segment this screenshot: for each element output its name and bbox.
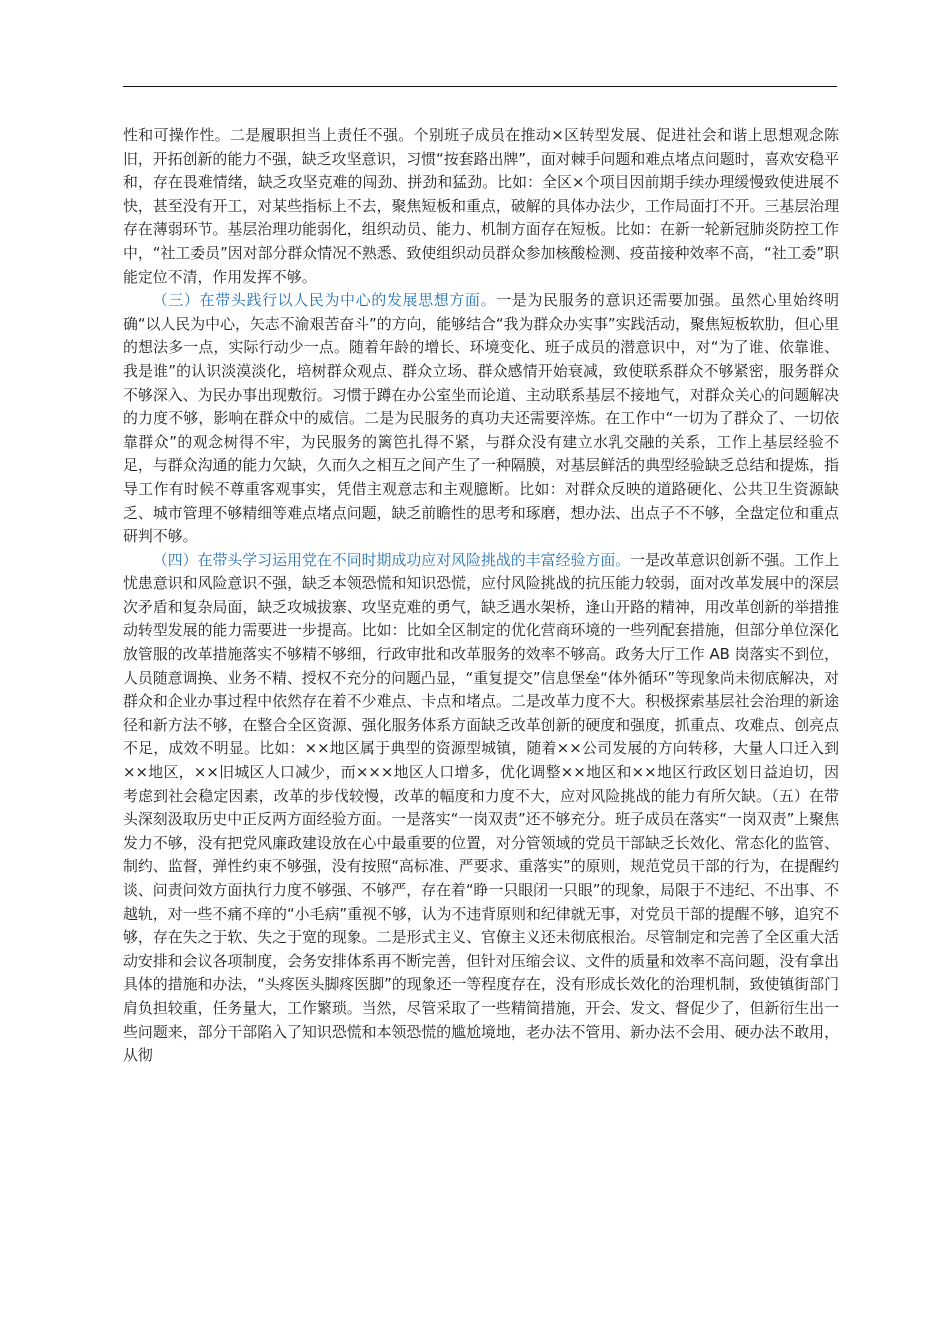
section-heading-3: （三）在带头践行以人民为中心的发展思想方面。 bbox=[152, 291, 497, 310]
section-heading-4: （四）在带头学习运用党在不同时期成功应对风险挑战的丰富经验方面。 bbox=[152, 550, 631, 569]
paragraph-2 bbox=[123, 289, 839, 549]
paragraph-3-body: 一是改革意识创新不强。工作上忧患意识和风险意识不强，缺乏本领恐慌和知识恐慌，应付风险挑战的抗压能力较弱，面对改革发展中的深层次矛盾和复杂局面，缺乏攻城拔寨、攻坚克难的勇气，缺乏遇水架桥，逢山开路的精神，用改革创新的举措推动转型发展的能力需要进一步提高。比如：比如全区制定的优化营商环境的一些列配套措施，但部分单位深化放管服的改革措施落实不够精不够细，行政审批和改革服务的效率不够高。政务大厅工作 AB 岗落实不到位，人员随意调换、业务不精、授权不充分的问题凸显，“重复提交”信息堡垒“体外循环”等现象尚未彻底解决，对群众和企业办事过程中依然存在着不少难点、卡点和堵点。二是改革力度不大。积极探索基层社会治理的新途径和新方法不够，在整合全区资源、强化服务体系方面缺乏改革创新的硬度和强度，抓重点、攻难点、创亮点不足，成效不明显。比如：××地区属于典型的资源型城镇，随着××公司发展的方向转移，大量人口迁入到××地区，××旧城区人口减少，而×××地区人口增多，优化调整××地区和××地区行政区划日益迫切，因考虑到社会稳定因素，改革的步伐较慢，改革的幅度和力度不大，应对风险挑战的能力有所欠缺。（五）在带头深刻汲取历史中正反两方面经验方面。一是落实“一岗双责”还不够充分。班子成员在落实“一岗双责”上聚焦发力不够，没有把党风廉政建设放在心中最重要的位置，对分管领域的党员干部缺乏长效化、常态化的监管、制约、监督，弹性约束不够强，没有按照“高标准、严要求、重落实”的原则，规范党员干部的行为，在提醒约谈、问责问效方面执行力度不够强、不够严，存在着“睁一只眼闭一只眼”的现象，局限于不违纪、不出事、不越轨，对一些不痛不痒的“小毛病”重视不够，认为不违背原则和纪律就无事，对党员干部的提醒不够，追究不够，存在失之于软、失之于宽的现象。二是形式主义、官僚主义还未彻底根治。尽管制定和完善了全区重大活动安排和会议各项制度，会务安排体系再不断完善，但针对压缩会议、文件的质量和效率不高问题，没有拿出具体的措施和办法，“头疼医头脚疼医脚”的现象还一等程度存在，没有形成长效化的治理机制，致使镇街部门肩负担较重，任务量大，工作繁琐。当然，尽管采取了一些精简措施，开会、发文、督促少了，但新衍生出一些问题来，部分干部陷入了知识恐慌和本领恐慌的尴尬境地，老办法不管用、新办法不会用、硬办法不敢用，从彻 bbox=[123, 550, 839, 1065]
paragraph-1 bbox=[123, 124, 839, 289]
paragraph-3 bbox=[123, 549, 839, 1068]
paragraph-2-body: 一是为民服务的意识还需要加强。虽然心里始终明确“以人民为中心，矢志不渝艰苦奋斗”的方向，能够结合“我为群众办实事”实践活动，聚焦短板软肋，但心里的想法多一点，实际行动少一点。随着年龄的增长、环境变化、班子成员的潜意识中，对“为了谁、依靠谁、我是谁”的认识淡漠淡化，培树群众观点、群众立场、群众感情开始衰减，致使联系群众不够紧密，服务群众不够深入、为民办事出现敷衍。习惯于蹲在办公室坐而论道、主动联系基层不接地气，对群众关心的问题解决的力度不够，影响在群众中的威信。二是为民服务的真功夫还需要淬炼。在工作中“一切为了群众了、一切依靠群众”的观念树得不牢，为民服务的篱笆扎得不紧，与群众没有建立水乳交融的关系，工作上基层经验不足，与群众沟通的能力欠缺，久而久之相互之间产生了一种隔膜，对基层鲜活的典型经验缺乏总结和提炼，指导工作有时候不尊重客观事实，凭借主观意志和主观臆断。比如：对群众反映的道路硬化、公共卫生资源缺乏、城市管理不够精细等难点堵点问题，缺乏前瞻性的思考和琢磨，想办法、出点子不不够，全盘定位和重点研判不够。 bbox=[123, 291, 839, 546]
header-rule bbox=[123, 86, 837, 87]
paragraph-1-body: 性和可操作性。二是履职担当上责任不强。个别班子成员在推动×区转型发展、促进社会和谐上思想观念陈旧，开拓创新的能力不强，缺乏攻坚意识，习惯“按套路出牌”，面对棘手问题和难点堵点问题时，喜欢安稳平和，存在畏难情绪，缺乏攻坚克难的闯劲、拼劲和猛劲。比如：全区×个项目因前期手续办理缓慢致使进展不快，甚至没有开工，对某些指标上不去，聚焦短板和重点，破解的具体办法少，工作局面打不开。三基层治理存在薄弱环节。基层治理功能弱化，组织动员、能力、机制方面存在短板。比如：在新一轮新冠肺炎防控工作中，“社工委员”因对部分群众情况不熟悉、致使组织动员群众参加核酸检测、疫苗接种效率不高，“社工委”职能定位不清，作用发挥不够。 bbox=[123, 126, 839, 286]
document-body bbox=[123, 124, 839, 1068]
